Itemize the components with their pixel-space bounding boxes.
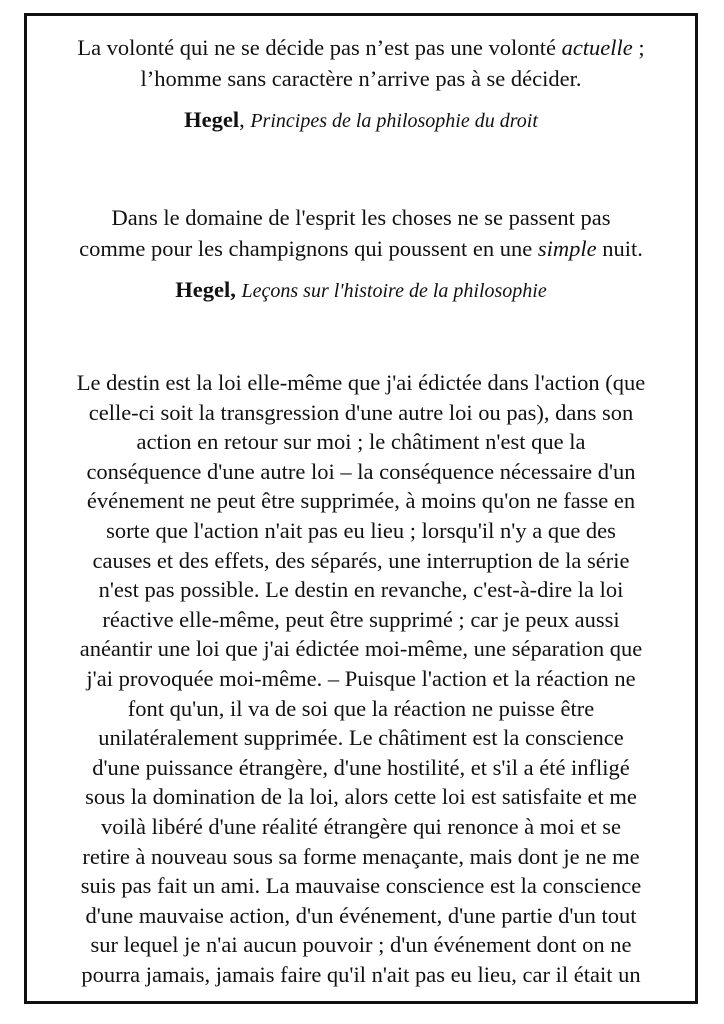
quote-1-attribution: Hegel, Principes de la philosophie du droit bbox=[184, 107, 538, 132]
quote-2-attribution bbox=[27, 276, 695, 305]
text-line: sorte que l'action n'ait pas eu lieu ; lorsqu'il n'y a que des bbox=[106, 517, 616, 543]
text-line: retire à nouveau sous sa forme menaçante, mais dont je ne me bbox=[82, 843, 640, 869]
text-line: Le destin est la loi elle-même que j'ai édictée dans l'action (que bbox=[76, 370, 646, 395]
text-line: d'une puissance étrangère, d'une hostilité, et s'il a été infligé bbox=[92, 754, 630, 780]
text-line: j'ai provoquée moi-même. – Puisque l'action et la réaction ne bbox=[86, 665, 636, 691]
work-title: Principes de la philosophie du droit bbox=[250, 110, 538, 132]
text-line: sous la domination de la loi, alors cette loi est satisfaite et me bbox=[85, 784, 637, 810]
quote-2-text bbox=[27, 202, 695, 264]
quote-line: La volonté qui ne se décide pas n’est pas une volonté actuelle ; bbox=[77, 35, 645, 60]
text-line: causes et des effets, des séparés, une interruption de la série bbox=[92, 547, 630, 573]
quote-line: comme pour les champignons qui poussent en une simple nuit. bbox=[79, 236, 643, 261]
emphasis: actuelle bbox=[561, 35, 633, 60]
author-name: Hegel bbox=[184, 107, 240, 132]
text-line: suis pas fait un ami. La mauvaise conscience est la conscience bbox=[80, 873, 642, 899]
quote-1-text bbox=[27, 32, 695, 94]
work-title: Leçons sur l'histoire de la philosophie bbox=[241, 280, 547, 302]
page-frame bbox=[24, 13, 698, 1004]
text-line: voilà libéré d'une réalité étrangère qui renonce à moi et se bbox=[100, 813, 622, 839]
text-line: anéantir une loi que j'ai édictée moi-même, une séparation que bbox=[79, 636, 643, 662]
quote-line: l’homme sans caractère n’arrive pas à se décider. bbox=[140, 66, 582, 91]
emphasis: simple bbox=[537, 236, 597, 261]
long-quote-text bbox=[27, 368, 695, 989]
text-line: unilatéralement supprimée. Le châtiment est la conscience bbox=[98, 725, 624, 751]
text-line: événement ne peut être supprimée, à moins qu'on ne fasse en bbox=[86, 488, 636, 514]
text-line: sur lequel je n'ai aucun pouvoir ; d'un événement dont on ne bbox=[90, 932, 632, 958]
text-line: pourra jamais, jamais faire qu'il n'ait pas eu lieu, car il était un bbox=[81, 961, 641, 987]
text-line: d'une mauvaise action, d'un événement, d'une partie d'un tout bbox=[85, 902, 637, 928]
quote-1 bbox=[27, 32, 695, 135]
text-line: action en retour sur moi ; le châtiment n'est que la bbox=[136, 429, 586, 455]
quote-line: Dans le domaine de l'esprit les choses ne se passent pas bbox=[111, 205, 611, 230]
text-line: conséquence d'une autre loi – la conséquence nécessaire d'un bbox=[86, 458, 636, 484]
text-line: n'est pas possible. Le destin en revanche, c'est-à-dire la loi bbox=[98, 577, 624, 603]
text-line: font qu'un, il va de soi que la réaction ne puisse être bbox=[127, 695, 595, 721]
quote-2 bbox=[27, 202, 695, 305]
text-line: celle-ci soit la transgression d'une autre loi ou pas), dans son bbox=[88, 399, 634, 425]
author-name: Hegel, bbox=[175, 277, 236, 302]
long-quote bbox=[27, 368, 695, 989]
text-line: réactive elle-même, peut être supprimé ; car je peux aussi bbox=[102, 606, 620, 632]
